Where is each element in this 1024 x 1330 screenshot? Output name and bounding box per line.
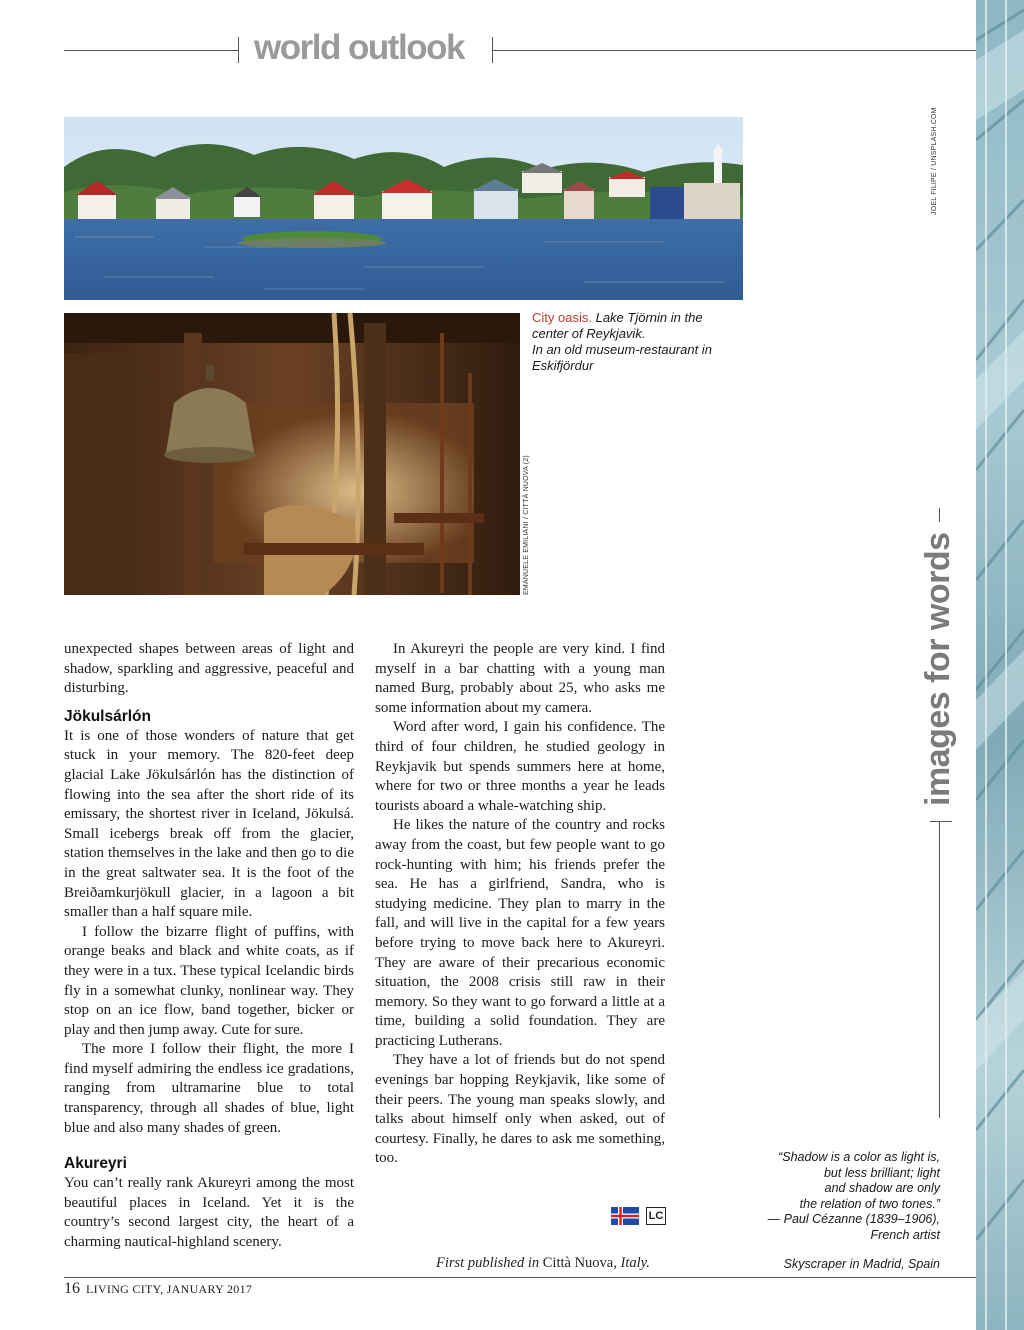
section-title: world outlook bbox=[254, 28, 464, 67]
page-footer bbox=[64, 1280, 252, 1298]
sidebar-rule-h bbox=[930, 821, 952, 822]
quote-line-6: French artist bbox=[870, 1227, 940, 1242]
quote-line-2: but less brilliant; light bbox=[823, 1165, 940, 1180]
published-prefix: First published in bbox=[436, 1255, 540, 1271]
col1-paragraph-1: It is one of those wonders of nature that get stuck in your memory. The 820-feet deep glacial Lake Jökulsárlón has the distinction of flowing into the sea after the short ride of its emissary, the shortest river in Iceland, Jökulsá. Small icebergs break off from the glacier, station themselves in the lake and then go to die in the great saltwater sea. It is the foot of the Breiðamkurjökull glacier, in a lagoon a bit smaller than a half square mile. bbox=[64, 727, 354, 921]
page-number: 16 bbox=[64, 1280, 80, 1297]
col2-paragraph-2: Word after word, I gain his confidence. The third of four children, he studied geology in Reykjavik but spends summers here at home, where for two or three months a year he leads tourists aboard a whale-watching ship. bbox=[375, 719, 665, 814]
top-photo-credit: JOEL FILIPE / UNSPLASH.COM bbox=[931, 107, 938, 215]
article-column-2 bbox=[375, 640, 665, 1169]
heading-akureyri: Akureyri bbox=[64, 1155, 127, 1173]
cezanne-quote bbox=[730, 1150, 940, 1243]
header-rule-right bbox=[492, 50, 976, 51]
caption-line-2: In an old museum-restaurant in Eskifjördur bbox=[532, 342, 712, 373]
footer-rule bbox=[64, 1277, 976, 1278]
photo-caption bbox=[532, 310, 732, 374]
restaurant-photo bbox=[64, 313, 520, 595]
col1-intro: unexpected shapes between areas of light and shadow, sparkling and aggressive, peaceful and disturbing. bbox=[64, 641, 354, 697]
publication-name: LIVING CITY, JANUARY 2017 bbox=[86, 1282, 253, 1296]
sidebar-vertical-title: images for words bbox=[919, 532, 957, 806]
quote-line-4: the relation of two tones.” bbox=[799, 1196, 940, 1211]
header-rule-left bbox=[64, 50, 238, 51]
skyscraper-image bbox=[976, 0, 1024, 1330]
col2-paragraph-4: They have a lot of friends but do not spend evenings bar hopping Reykjavik, like some of their peers. The young man speaks slowly, and talks about himself only when asked, out of courtesy. Finally, he dares to ask me something, too. bbox=[375, 1052, 665, 1167]
published-suffix: , Italy. bbox=[613, 1255, 650, 1271]
col2-paragraph-1: In Akureyri the people are very kind. I find myself in a bar chatting with a young man named Burg, probably about 25, who asks me some information about my camera. bbox=[375, 641, 665, 716]
lc-end-mark bbox=[646, 1207, 666, 1225]
quote-line-5: — Paul Cézanne (1839–1906), bbox=[767, 1212, 940, 1226]
header-tick-left bbox=[238, 37, 239, 63]
col1-paragraph-4: You can’t really rank Akureyri among the most beautiful places in Iceland. Yet it is the country’s second largest city, the heart of a charming nautical-highland scenery. bbox=[64, 1175, 354, 1251]
sidebar-rule-bottom bbox=[939, 822, 940, 1118]
quote-line-3: and shadow are only bbox=[824, 1181, 940, 1195]
caption-line-1: Lake Tjörnin in the center of Reykjavik. bbox=[532, 310, 703, 341]
col1-paragraph-2: I follow the bizarre flight of puffins, with orange beaks and black and white coats, as if they were in a tux. These typical Icelandic birds fly in a somewhat clunky, nonlinear way. They stop on an ice flow, band together, bicker or play and then jump away. Cute for sure. bbox=[64, 923, 354, 1038]
col1-paragraph-3: The more I follow their flight, the more I find myself admiring the endless ice gradations, ranging from ultramarine blue to total transparency, through all shades of blue, light blue and also many shades of green. bbox=[64, 1041, 354, 1136]
published-source: Città Nuova bbox=[542, 1255, 614, 1271]
quote-line-1: “Shadow is a color as light is, bbox=[778, 1150, 940, 1164]
article-column-1 bbox=[64, 640, 354, 1253]
first-published-line bbox=[436, 1255, 650, 1272]
caption-lead: City oasis. bbox=[532, 310, 592, 325]
iceland-flag-icon bbox=[611, 1207, 639, 1225]
lc-end-mark-text: LC bbox=[648, 1210, 664, 1222]
col2-paragraph-3: He likes the nature of the country and rocks away from the coast, but few people want to go rock-hunting with him; his friends prefer the sea. He has a girlfriend, Sandra, who is studying medicine. They plan to marry in the fall, and will live in the capital for a few years before trying to move back here to Akureyri. They are aware of their precarious economic situation, the 2008 crisis still raw in their memory. So they want to go forward a little at a time, building a solid foundation. They are practicing Lutherans. bbox=[375, 817, 665, 1049]
bottom-photo-credit: EMANUELE EMILIANI / CITTÀ NUOVA (2) bbox=[523, 455, 530, 595]
lake-photo bbox=[64, 117, 743, 300]
sidebar-rule-top bbox=[939, 508, 940, 522]
skyscraper-caption: Skyscraper in Madrid, Spain bbox=[783, 1257, 940, 1271]
heading-jokulsarlon: Jökulsárlón bbox=[64, 707, 151, 725]
